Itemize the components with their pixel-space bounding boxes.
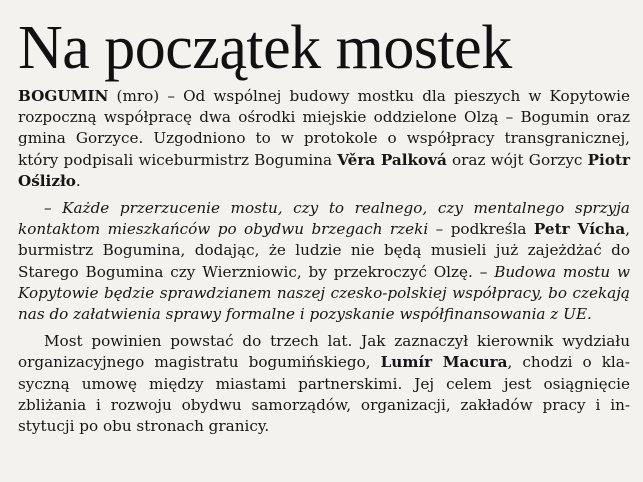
- paragraph-1-text-b: oraz wójt Gorzyc: [446, 150, 588, 169]
- quote-2: – Budowa mostu w Kopytowie będzie sprawdzianem naszej czesko-polskiej współpracy, bo czekają nas do załatwienia sprawy formalne i pozyskanie współfinansowania z UE.: [18, 262, 631, 324]
- paragraph-1: [18, 86, 630, 192]
- name-vera-palkova: Věra Palková: [337, 150, 447, 169]
- dateline: BOGUMIN: [18, 87, 109, 105]
- author-tag: (mro): [108, 87, 160, 105]
- paragraph-2-text-b: , burmistrz Bogumina, dodając, że ludzie nie będą musieli już zajeżdżać do Starego Bogumina czy Wierzniowic, by przekroczyć Olzę.: [18, 220, 630, 281]
- name-lumir-macura: Lumír Macura: [380, 353, 508, 372]
- name-piotr-oslizlo: Piotr Oślizło: [18, 150, 630, 190]
- paragraph-3-text-b: , chodzi o klasyczną umowę między miastami partnerskimi. Jej celem jest osiągnięcie zbliżania i rozwoju obydwu samorządów, organizacji, zakładów pracy i instytucji po obu stronach granicy.: [18, 353, 630, 436]
- paragraph-3: [18, 331, 630, 437]
- paragraph-1-text-a: – Od wspólnej budowy mostku dla pieszych w Kopytowie rozpoczną współpracę dwa ośrodki miejskie oddzielone Olzą – Bogumin oraz gmina Gorzyce. Uzgodniono to w protokole o współpracy transgranicznej, który podpisali wiceburmistrz Bogumina: [18, 87, 630, 169]
- paragraph-2-text-a: – podkreśla: [428, 220, 534, 239]
- paragraph-2: [18, 198, 630, 325]
- paragraph-1-text-c: .: [75, 171, 81, 190]
- article-body: [18, 86, 630, 443]
- name-petr-vicha: Petr Vícha: [533, 220, 626, 239]
- paragraph-3-text-a: Most powinien powstać do trzech lat. Jak zaznaczył kierownik wydziału organizacyjnego magistratu bogumińskiego,: [18, 332, 630, 372]
- quote-1: – Każde przerzucenie mostu, czy to realnego, czy mentalnego sprzyja kontaktom mieszkańców po obydwu brzegach rzeki: [18, 199, 630, 239]
- article-headline: Na początek mostek: [18, 14, 512, 82]
